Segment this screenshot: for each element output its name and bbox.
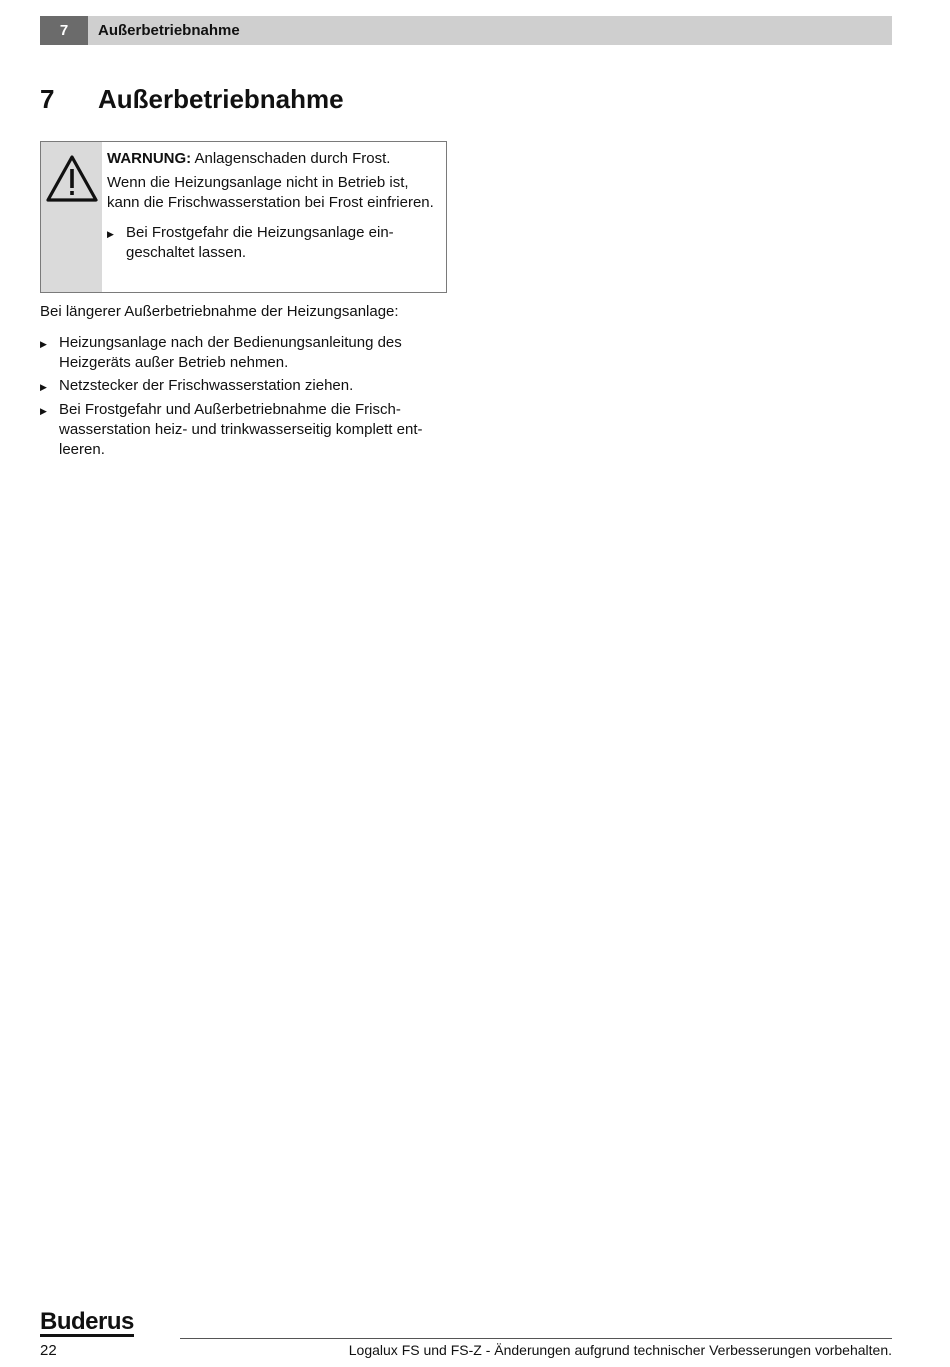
- list-item: [40, 333, 450, 373]
- warning-headline: [107, 149, 436, 169]
- warning-triangle-icon: [45, 154, 99, 204]
- warning-subtitle: Anlagenschaden durch Frost.: [191, 150, 391, 167]
- footer-divider: [180, 1338, 892, 1339]
- section-heading: [40, 84, 344, 115]
- footer-text: Logalux FS und FS-Z - Änderungen aufgrund technischer Verbesserungen vorbehalten.: [348, 1342, 892, 1358]
- chapter-header-bar: [40, 16, 892, 45]
- intro-text: Bei längerer Außerbetriebnahme der Heizungsanlage:: [40, 303, 399, 320]
- page-number: 22: [40, 1342, 57, 1359]
- buderus-logo: Buderus: [40, 1308, 134, 1335]
- list-item: [40, 376, 450, 397]
- list-item: [40, 400, 450, 460]
- chapter-number: 7: [40, 16, 88, 45]
- warning-text: [102, 142, 446, 292]
- triangle-bullet-icon: ▶: [107, 229, 114, 239]
- step-text: Bei Frostgefahr und Außerbetriebnahme die Frisch-wasserstation heiz- und trinkwasserseitig komplett ent-leeren.: [59, 401, 423, 458]
- warning-body: Wenn die Heizungsanlage nicht in Betrieb ist, kann die Frischwasserstation bei Frost einfrieren.: [107, 174, 434, 211]
- step-text: Netzstecker der Frischwasserstation ziehen.: [59, 377, 354, 394]
- warning-bullet: [107, 223, 436, 263]
- section-number: 7: [40, 84, 55, 114]
- step-text: Heizungsanlage nach der Bedienungsanleitung des Heizgeräts außer Betrieb nehmen.: [59, 334, 402, 371]
- triangle-bullet-icon: ▶: [40, 339, 47, 349]
- triangle-bullet-icon: ▶: [40, 406, 47, 416]
- section-title: Außerbetriebnahme: [98, 84, 344, 114]
- warning-bullet-text: Bei Frostgefahr die Heizungsanlage ein-geschaltet lassen.: [126, 224, 394, 261]
- triangle-bullet-icon: ▶: [40, 382, 47, 392]
- chapter-title: Außerbetriebnahme: [98, 22, 240, 39]
- steps-list: [40, 333, 450, 463]
- warning-icon-column: [41, 142, 102, 292]
- warning-label: WARNUNG:: [107, 150, 192, 167]
- warning-box: [40, 141, 447, 293]
